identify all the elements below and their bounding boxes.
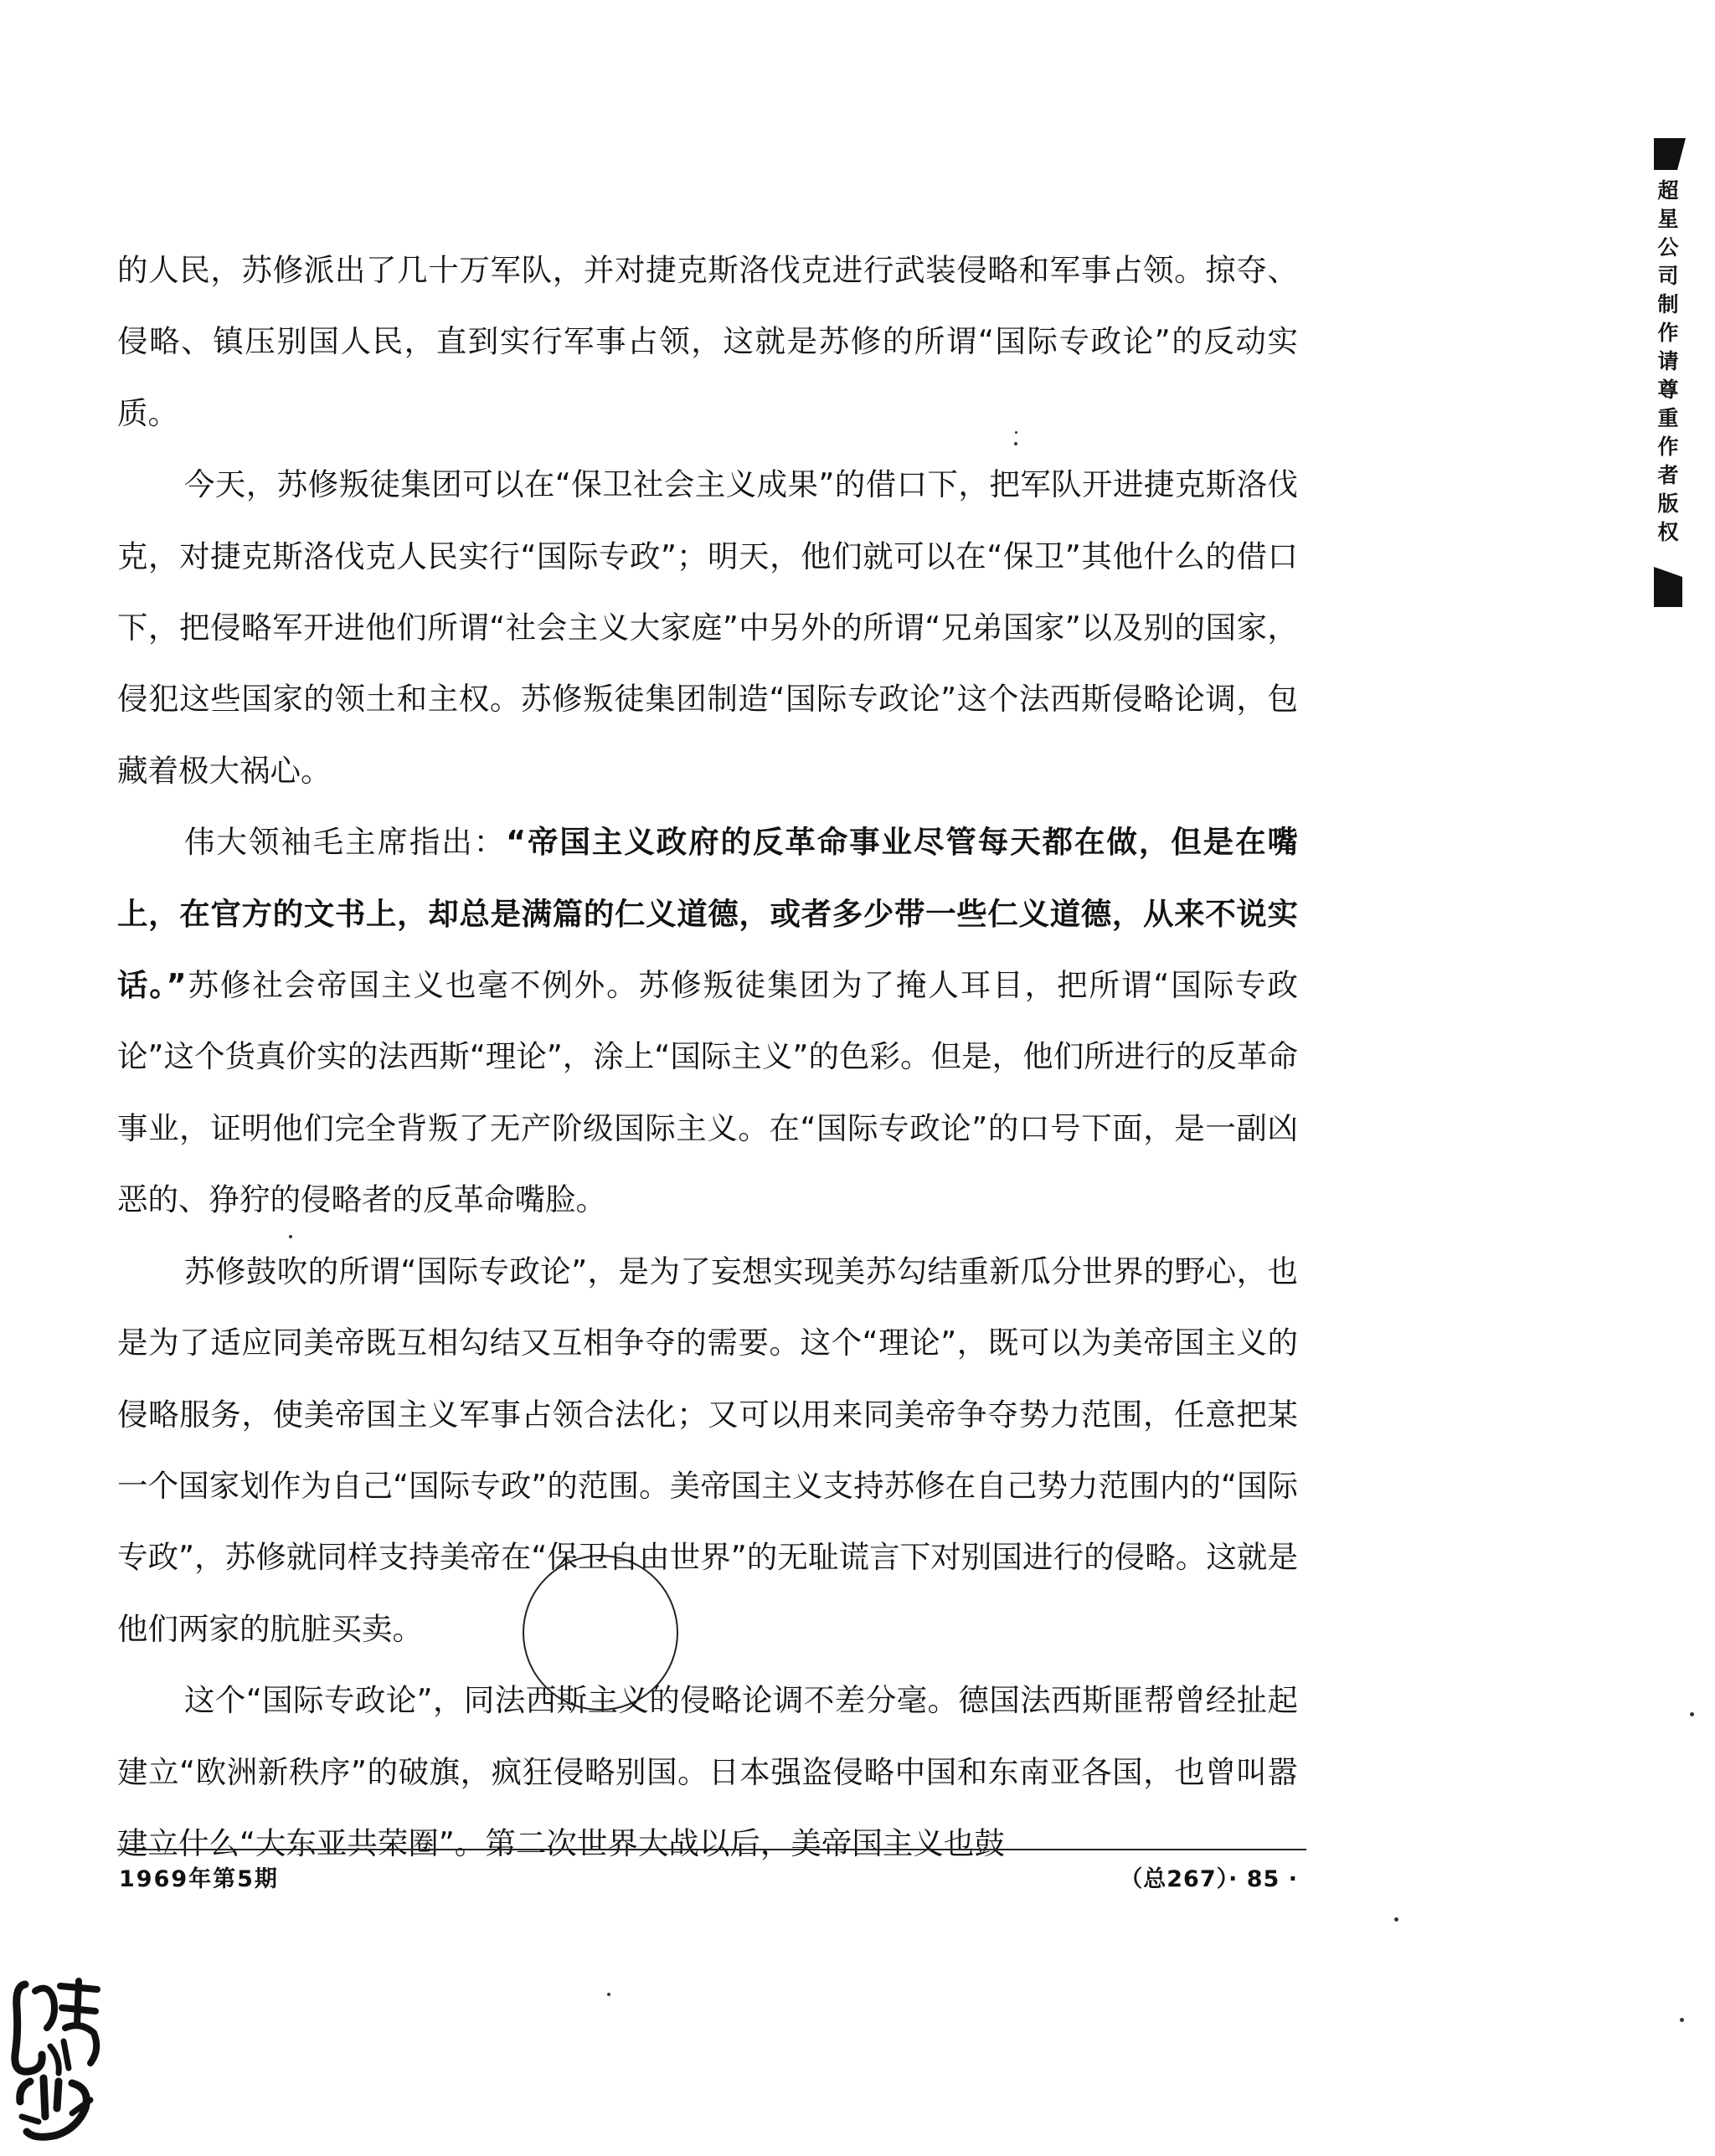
circle-mark (523, 1555, 678, 1711)
watermark-bar-top (1654, 138, 1677, 170)
chairman-quote: “帝国主义政府的反革命事业尽管每天都在做，但是在嘴上，在官方的文书上，却总是满篇的仁义道德，或者多少带一些仁义道德，从来不说实话。” (117, 824, 1298, 1004)
speck (607, 1993, 610, 1996)
seal-icon (10, 1974, 104, 2145)
speck (1680, 2018, 1684, 2022)
seal-stamp (10, 1974, 104, 2145)
page-body (117, 234, 1298, 1879)
page-number: （总267）· 85 · (1120, 1866, 1298, 1892)
watermark-text: 超星公司制作请尊重作者版权 (1657, 178, 1679, 544)
paragraph-3 (117, 806, 1298, 1235)
watermark-bar-bottom (1654, 577, 1682, 607)
speck (1394, 1917, 1398, 1922)
paragraph-2: 今天，苏修叛徒集团可以在“保卫社会主义成果”的借口下，把军队开进捷克斯洛伐克，对捷克斯洛伐克人民实行“国际专政”；明天，他们就可以在“保卫”其他什么的借口下，把侵略军开进他们所谓“社会主义大家庭”中另外的所谓“兄弟国家”以及别的国家，侵犯这些国家的领土和主权。苏修叛徒集团制造“国际专政论”这个法西斯侵略论调，包藏着极大祸心。 (117, 466, 1298, 789)
paragraph-1: 的人民，苏修派出了几十万军队，并对捷克斯洛伐克进行武装侵略和军事占领。掠夺、侵略、镇压别国人民，直到实行军事占领，这就是苏修的所谓“国际专政论”的反动实质。 (117, 252, 1298, 431)
watermark-strip (1654, 138, 1689, 607)
quote-lead: 伟大领袖毛主席指出： (184, 824, 507, 861)
speck (1014, 442, 1017, 445)
speck (1690, 1712, 1694, 1716)
paragraph-5: 这个“国际专政论”，同法西斯主义的侵略论调不差分毫。德国法西斯匪帮曾经扯起建立“欧洲新秩序”的破旗，疯狂侵略别国。日本强盗侵略中国和东南亚各国，也曾叫嚣建立什么“大东亚共荣圈”。第二次世界大战以后，美帝国主义也鼓 (117, 1682, 1298, 1861)
issue-label: 1969年第5期 (119, 1866, 279, 1892)
paragraph-4: 苏修鼓吹的所谓“国际专政论”，是为了妄想实现美苏勾结重新瓜分世界的野心，也是为了适应同美帝既互相勾结又互相争夺的需要。这个“理论”，既可以为美帝国主义的侵略服务，使美帝国主义军事占领合法化；又可以用来同美帝争夺势力范围，任意把某一个国家划作为自己“国际专政”的范围。美帝国主义支持苏修在自己势力范围内的“国际专政”，苏修就同样支持美帝在“保卫自由世界”的无耻谎言下对别国进行的侵略。这就是他们两家的肮脏买卖。 (117, 1253, 1298, 1647)
quote-rest: 苏修社会帝国主义也毫不例外。苏修叛徒集团为了掩人耳目，把所谓“国际专政论”这个货真价实的法西斯“理论”，涂上“国际主义”的色彩。但是，他们所进行的反革命事业，证明他们完全背叛了无产阶级国际主义。在“国际专政论”的口号下面，是一副凶恶的、狰狞的侵略者的反革命嘴脸。 (117, 967, 1298, 1218)
speck (1015, 431, 1017, 434)
footer-divider (117, 1849, 1306, 1850)
speck (289, 1235, 292, 1238)
